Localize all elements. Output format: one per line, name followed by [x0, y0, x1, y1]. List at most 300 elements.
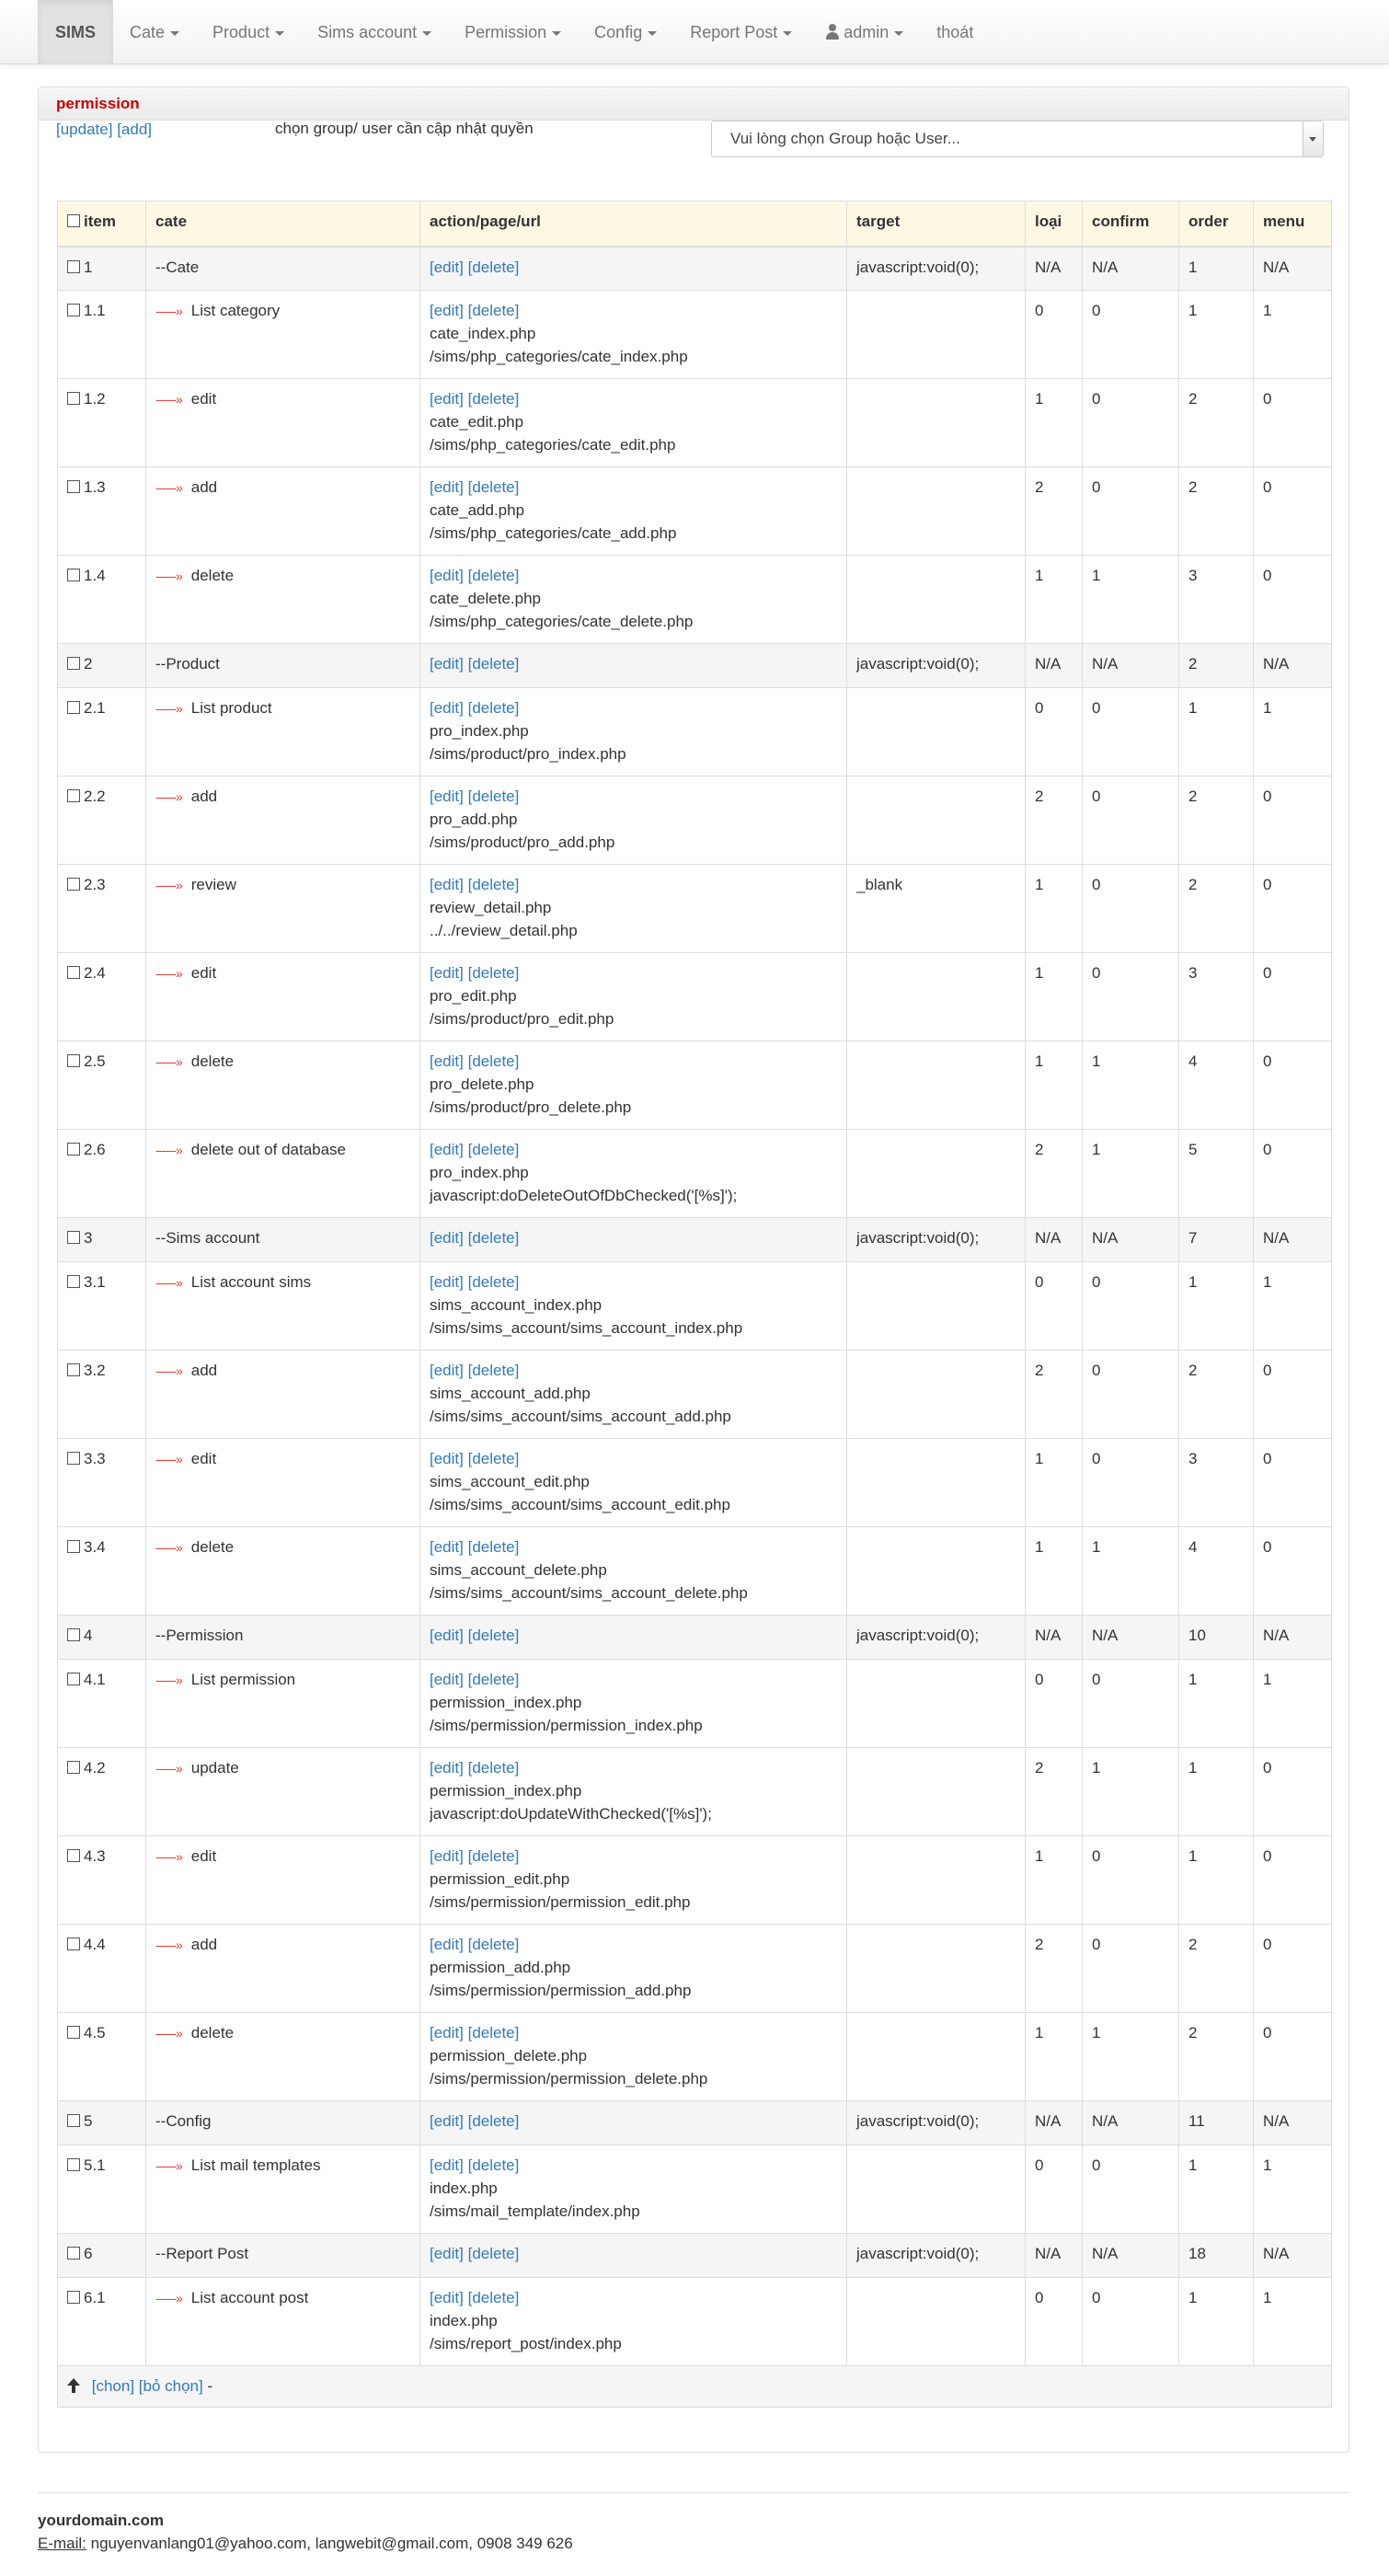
action-cell — [420, 1041, 847, 1130]
delete-link[interactable]: [delete] — [467, 390, 520, 408]
action-cell — [420, 2101, 847, 2145]
delete-link[interactable]: [delete] — [467, 1936, 520, 1953]
cate-label: List product — [190, 699, 272, 717]
target-cell — [847, 1836, 1026, 1925]
action-cell — [420, 688, 847, 776]
loai-cell: N/A — [1026, 2234, 1083, 2278]
row-checkbox[interactable] — [67, 260, 80, 273]
row-checkbox[interactable] — [67, 789, 80, 802]
cate-label: edit — [190, 390, 217, 408]
edit-link[interactable]: [edit] — [430, 1936, 464, 1953]
row-checkbox[interactable] — [67, 1673, 80, 1685]
caret-down-icon — [552, 31, 561, 36]
cate-label: review — [190, 876, 236, 893]
loai-cell: N/A — [1026, 2101, 1083, 2145]
nav-menu-product[interactable] — [196, 0, 301, 64]
item-cell — [58, 776, 146, 865]
cate-cell — [146, 1836, 420, 1925]
edit-link[interactable]: [edit] — [430, 1141, 464, 1158]
cate-label: edit — [190, 964, 217, 982]
row-checkbox[interactable] — [67, 1938, 80, 1950]
select-placeholder: Vui lòng chọn Group hoặc User... — [730, 130, 960, 147]
action-cell — [420, 953, 847, 1041]
confirm-cell: 0 — [1083, 953, 1179, 1041]
target-cell — [847, 1439, 1026, 1527]
confirm-cell: 0 — [1083, 291, 1179, 379]
update-link[interactable]: [update] — [56, 121, 113, 138]
order-cell: 1 — [1179, 291, 1254, 379]
page-name: sims_account_index.php — [430, 1296, 603, 1314]
order-cell: 2 — [1179, 2013, 1254, 2101]
delete-link[interactable]: [delete] — [467, 1759, 520, 1777]
target-cell — [847, 1748, 1026, 1836]
delete-link[interactable]: [delete] — [467, 302, 520, 319]
edit-link[interactable]: [edit] — [430, 1450, 464, 1467]
caret-down-icon — [648, 31, 657, 36]
target-cell — [847, 291, 1026, 379]
edit-link[interactable]: [edit] — [430, 2024, 464, 2041]
cate-cell — [146, 1351, 420, 1439]
cate-cell — [146, 953, 420, 1041]
cate-cell — [146, 865, 420, 953]
arrow-right-icon: ------» — [155, 1761, 182, 1776]
page-url: /sims/php_categories/cate_edit.php — [430, 436, 676, 454]
item-number: 2.4 — [84, 964, 106, 982]
delete-link[interactable]: [delete] — [467, 1273, 520, 1291]
menu-cell: 1 — [1254, 688, 1332, 776]
page-url: /sims/sims_account/sims_account_index.php — [430, 1319, 743, 1337]
add-link[interactable]: [add] — [117, 121, 152, 138]
delete-link[interactable]: [delete] — [467, 1671, 520, 1688]
delete-link[interactable]: [delete] — [467, 1229, 520, 1247]
delete-link[interactable]: [delete] — [467, 1362, 520, 1379]
confirm-cell: 0 — [1083, 1262, 1179, 1351]
edit-link[interactable]: [edit] — [430, 2289, 464, 2306]
edit-link[interactable]: [edit] — [430, 1671, 464, 1688]
confirm-cell: N/A — [1083, 247, 1179, 291]
edit-link[interactable]: [edit] — [430, 2112, 464, 2130]
cate-label: delete — [190, 2024, 235, 2041]
order-cell: 5 — [1179, 1130, 1254, 1218]
delete-link[interactable]: [delete] — [467, 1450, 520, 1467]
item-number: 1.3 — [84, 478, 106, 496]
caret-down-icon — [170, 31, 179, 36]
loai-cell: 1 — [1026, 379, 1083, 467]
order-cell: 10 — [1179, 1616, 1254, 1660]
permission-table-body — [58, 247, 1332, 2366]
confirm-cell: 1 — [1083, 1527, 1179, 1616]
edit-link[interactable]: [edit] — [430, 1273, 464, 1291]
row-checkbox[interactable] — [67, 1054, 80, 1067]
target-cell: javascript:void(0); — [847, 644, 1026, 688]
cate-cell — [146, 467, 420, 556]
arrow-right-icon: ------» — [155, 1849, 182, 1864]
action-cell — [420, 556, 847, 644]
target-cell — [847, 2013, 1026, 2101]
loai-cell: 2 — [1026, 1748, 1083, 1836]
cate-label: --Sims account — [155, 1229, 260, 1247]
delete-link[interactable]: [delete] — [467, 964, 520, 982]
row-checkbox[interactable] — [67, 1628, 80, 1641]
confirm-cell: 0 — [1083, 1925, 1179, 2013]
delete-link[interactable]: [delete] — [467, 2156, 520, 2174]
delete-link[interactable]: [delete] — [467, 1141, 520, 1158]
nav-menu-report-post[interactable] — [673, 0, 809, 64]
table-footer-row — [58, 2366, 1332, 2408]
cate-label: delete — [190, 567, 235, 584]
delete-link[interactable]: [delete] — [467, 258, 520, 276]
nav-menu-sims-account[interactable] — [301, 0, 448, 64]
nav-menu-config[interactable] — [578, 0, 673, 64]
delete-link[interactable]: [delete] — [467, 478, 520, 496]
loai-cell: 1 — [1026, 1527, 1083, 1616]
delete-link[interactable]: [delete] — [467, 655, 520, 673]
delete-link[interactable]: [delete] — [467, 2112, 520, 2130]
footer-contact — [38, 2532, 1349, 2555]
delete-link[interactable]: [delete] — [467, 1538, 520, 1556]
row-checkbox[interactable] — [67, 304, 80, 316]
target-cell — [847, 776, 1026, 865]
edit-link[interactable]: [edit] — [430, 1759, 464, 1777]
order-cell: 1 — [1179, 1836, 1254, 1925]
cate-cell — [146, 556, 420, 644]
cate-label: List mail templates — [190, 2156, 321, 2174]
arrow-right-icon: ------» — [155, 2158, 182, 2173]
item-number: 2 — [84, 655, 93, 673]
item-cell — [58, 2234, 146, 2278]
menu-cell: 0 — [1254, 2013, 1332, 2101]
cate-cell — [146, 1748, 420, 1836]
page-name: permission_index.php — [430, 1782, 582, 1800]
brand-link[interactable]: SIMS — [38, 0, 113, 64]
confirm-cell: 0 — [1083, 2145, 1179, 2234]
nav-menu-label: Permission — [465, 23, 547, 41]
table-row — [58, 1836, 1332, 1925]
loai-cell: N/A — [1026, 1218, 1083, 1262]
header-confirm: confirm — [1083, 201, 1179, 247]
table-row — [58, 1925, 1332, 2013]
edit-link[interactable]: [edit] — [430, 567, 464, 584]
confirm-cell: N/A — [1083, 1218, 1179, 1262]
edit-link[interactable]: [edit] — [430, 788, 464, 805]
row-checkbox[interactable] — [67, 966, 80, 979]
row-checkbox[interactable] — [67, 2158, 80, 2171]
target-cell: javascript:void(0); — [847, 2234, 1026, 2278]
edit-link[interactable]: [edit] — [430, 258, 464, 276]
loai-cell: 2 — [1026, 1925, 1083, 2013]
cate-cell — [146, 2013, 420, 2101]
item-number: 4.3 — [84, 1847, 106, 1865]
select-all-checkbox[interactable] — [67, 214, 80, 227]
page-name: pro_index.php — [430, 722, 529, 740]
row-checkbox[interactable] — [67, 1761, 80, 1774]
cate-label: --Permission — [155, 1627, 244, 1644]
order-cell: 2 — [1179, 644, 1254, 688]
cate-cell — [146, 1616, 420, 1660]
action-cell — [420, 1351, 847, 1439]
menu-cell: 1 — [1254, 2278, 1332, 2366]
edit-link[interactable]: [edit] — [430, 1538, 464, 1556]
menu-cell: 1 — [1254, 2145, 1332, 2234]
nav-menu-label: Sims account — [317, 23, 418, 41]
delete-link[interactable]: [delete] — [467, 2024, 520, 2041]
confirm-cell: 0 — [1083, 1660, 1179, 1748]
action-cell — [420, 291, 847, 379]
cate-cell — [146, 1660, 420, 1748]
edit-link[interactable]: [edit] — [430, 1362, 464, 1379]
edit-link[interactable]: [edit] — [430, 478, 464, 496]
edit-link[interactable]: [edit] — [430, 1229, 464, 1247]
item-number: 2.1 — [84, 699, 106, 717]
target-cell — [847, 467, 1026, 556]
page-url: /sims/product/pro_index.php — [430, 745, 626, 763]
action-cell — [420, 247, 847, 291]
item-number: 2.6 — [84, 1141, 106, 1158]
loai-cell: N/A — [1026, 644, 1083, 688]
confirm-cell: 0 — [1083, 1439, 1179, 1527]
target-cell — [847, 1925, 1026, 2013]
nav-menu-cate[interactable] — [113, 0, 196, 64]
row-checkbox[interactable] — [67, 1363, 80, 1376]
action-cell — [420, 2145, 847, 2234]
row-checkbox[interactable] — [67, 1275, 80, 1288]
table-row — [58, 688, 1332, 776]
arrow-right-icon: ------» — [155, 789, 182, 804]
table-row — [58, 2145, 1332, 2234]
nav-menu-permission[interactable] — [448, 0, 578, 64]
action-cell — [420, 2013, 847, 2101]
row-checkbox[interactable] — [67, 569, 80, 581]
caret-down-icon — [422, 31, 431, 36]
delete-link[interactable]: [delete] — [467, 788, 520, 805]
page-url: /sims/permission/permission_index.php — [430, 1717, 703, 1734]
cate-label: delete out of database — [190, 1141, 347, 1158]
page-url: /sims/report_post/index.php — [430, 2335, 622, 2352]
menu-cell: 0 — [1254, 467, 1332, 556]
cate-label: --Cate — [155, 258, 200, 276]
table-row — [58, 379, 1332, 467]
item-cell — [58, 953, 146, 1041]
action-cell — [420, 776, 847, 865]
menu-cell: 0 — [1254, 1439, 1332, 1527]
table-row — [58, 1527, 1332, 1616]
table-footer-cell — [58, 2366, 1332, 2408]
arrow-right-icon: ------» — [155, 701, 182, 716]
table-row — [58, 556, 1332, 644]
target-cell: _blank — [847, 865, 1026, 953]
order-cell: 1 — [1179, 1660, 1254, 1748]
item-number: 2.3 — [84, 876, 106, 893]
row-checkbox[interactable] — [67, 392, 80, 405]
cate-label: update — [190, 1759, 239, 1777]
page-url: /sims/product/pro_delete.php — [430, 1098, 632, 1116]
group-user-select[interactable] — [711, 121, 1324, 157]
delete-link[interactable]: [delete] — [467, 2245, 520, 2262]
cate-cell — [146, 776, 420, 865]
page-name: permission_index.php — [430, 1694, 582, 1711]
delete-link[interactable]: [delete] — [467, 1847, 520, 1865]
order-cell: 1 — [1179, 2145, 1254, 2234]
edit-link[interactable]: [edit] — [430, 655, 464, 673]
table-row — [58, 776, 1332, 865]
loai-cell: 1 — [1026, 2013, 1083, 2101]
delete-link[interactable]: [delete] — [467, 699, 520, 717]
edit-link[interactable]: [edit] — [430, 699, 464, 717]
page-footer — [38, 2492, 1349, 2555]
table-row — [58, 2278, 1332, 2366]
confirm-cell: 1 — [1083, 1130, 1179, 1218]
menu-cell: 0 — [1254, 1041, 1332, 1130]
order-cell: 2 — [1179, 1351, 1254, 1439]
row-checkbox[interactable] — [67, 701, 80, 714]
row-checkbox[interactable] — [67, 1143, 80, 1156]
page-url: /sims/permission/permission_add.php — [430, 1982, 692, 1999]
item-cell — [58, 644, 146, 688]
row-checkbox[interactable] — [67, 657, 80, 670]
target-cell — [847, 2145, 1026, 2234]
item-number: 1.1 — [84, 302, 106, 319]
confirm-cell: N/A — [1083, 644, 1179, 688]
target-cell — [847, 1041, 1026, 1130]
cate-label: List account post — [190, 2289, 309, 2306]
page-name: review_detail.php — [430, 899, 552, 916]
loai-cell: 1 — [1026, 1041, 1083, 1130]
cate-label: edit — [190, 1450, 217, 1467]
deselect-all-link[interactable]: [bỏ chọn] — [138, 2377, 203, 2395]
row-checkbox[interactable] — [67, 878, 80, 891]
confirm-cell: 0 — [1083, 776, 1179, 865]
order-cell: 1 — [1179, 688, 1254, 776]
page-name: index.php — [430, 2179, 498, 2197]
row-checkbox[interactable] — [67, 1540, 80, 1553]
target-cell: javascript:void(0); — [847, 247, 1026, 291]
page-name: pro_add.php — [430, 811, 518, 828]
item-cell — [58, 1616, 146, 1660]
edit-link[interactable]: [edit] — [430, 302, 464, 319]
cate-label: --Report Post — [155, 2245, 249, 2262]
cate-label: List category — [190, 302, 281, 319]
edit-link[interactable]: [edit] — [430, 964, 464, 982]
action-cell — [420, 1748, 847, 1836]
contact-info: nguyenvanlang01@yahoo.com, langwebit@gmail.com, 0908 349 626 — [90, 2535, 573, 2552]
page-url: /sims/php_categories/cate_add.php — [430, 524, 677, 542]
edit-link[interactable]: [edit] — [430, 1052, 464, 1070]
cate-cell — [146, 1527, 420, 1616]
delete-link[interactable]: [delete] — [467, 567, 520, 584]
arrow-right-icon: ------» — [155, 2026, 182, 2041]
menu-cell: N/A — [1254, 247, 1332, 291]
arrow-right-icon: ------» — [155, 966, 182, 981]
menu-cell: 0 — [1254, 1748, 1332, 1836]
page-url: /sims/product/pro_edit.php — [430, 1010, 614, 1028]
user-name: admin — [844, 23, 890, 41]
cate-cell — [146, 1041, 420, 1130]
delete-link[interactable]: [delete] — [467, 876, 520, 893]
nav-menu-user[interactable] — [809, 0, 920, 64]
item-number: 3.4 — [84, 1538, 106, 1556]
order-cell: 3 — [1179, 556, 1254, 644]
table-row — [58, 2013, 1332, 2101]
menu-cell: 1 — [1254, 291, 1332, 379]
select-all-link[interactable]: [chon] — [91, 2377, 135, 2395]
item-number: 3 — [84, 1229, 93, 1247]
row-checkbox[interactable] — [67, 480, 80, 493]
table-row — [58, 1748, 1332, 1836]
row-checkbox[interactable] — [67, 1231, 80, 1244]
row-checkbox[interactable] — [67, 2114, 80, 2127]
edit-link[interactable]: [edit] — [430, 876, 464, 893]
menu-cell: 0 — [1254, 1836, 1332, 1925]
page-name: sims_account_delete.php — [430, 1561, 607, 1579]
target-cell — [847, 1527, 1026, 1616]
row-checkbox[interactable] — [67, 2026, 80, 2039]
cate-label: delete — [190, 1538, 235, 1556]
menu-cell: N/A — [1254, 2101, 1332, 2145]
caret-down-icon — [275, 31, 284, 36]
item-number: 4.4 — [84, 1936, 106, 1953]
arrow-right-icon: ------» — [155, 878, 182, 892]
panel-toolbar — [39, 121, 1349, 187]
loai-cell: 0 — [1026, 688, 1083, 776]
select-dropdown-button[interactable] — [1303, 121, 1323, 156]
edit-link[interactable]: [edit] — [430, 1627, 464, 1644]
edit-link[interactable]: [edit] — [430, 2245, 464, 2262]
item-number: 1.2 — [84, 390, 106, 408]
item-cell — [58, 1836, 146, 1925]
page-url: /sims/php_categories/cate_index.php — [430, 348, 688, 365]
delete-link[interactable]: [delete] — [467, 1627, 520, 1644]
target-cell — [847, 379, 1026, 467]
header-cate: cate — [146, 201, 420, 247]
edit-link[interactable]: [edit] — [430, 2156, 464, 2174]
page-name: cate_index.php — [430, 325, 536, 342]
arrow-right-icon: ------» — [155, 1540, 182, 1555]
table-row — [58, 291, 1332, 379]
logout-link[interactable]: thoát — [936, 23, 974, 41]
delete-link[interactable]: [delete] — [467, 2289, 520, 2306]
action-cell — [420, 1262, 847, 1351]
cate-cell — [146, 2101, 420, 2145]
row-checkbox[interactable] — [67, 2291, 80, 2304]
action-cell — [420, 1925, 847, 2013]
action-cell — [420, 1130, 847, 1218]
arrow-right-icon: ------» — [155, 392, 182, 407]
item-number: 5.1 — [84, 2156, 106, 2174]
menu-cell: 1 — [1254, 1262, 1332, 1351]
delete-link[interactable]: [delete] — [467, 1052, 520, 1070]
loai-cell: 2 — [1026, 1351, 1083, 1439]
row-checkbox[interactable] — [67, 2247, 80, 2260]
item-cell — [58, 1351, 146, 1439]
page-url: javascript:doUpdateWithChecked('[%s]'); — [430, 1805, 712, 1823]
cate-label: add — [190, 788, 218, 805]
menu-cell: 0 — [1254, 556, 1332, 644]
loai-cell: 2 — [1026, 776, 1083, 865]
row-checkbox[interactable] — [67, 1452, 80, 1465]
table-row — [58, 467, 1332, 556]
caret-down-icon — [783, 31, 792, 36]
edit-link[interactable]: [edit] — [430, 390, 464, 408]
confirm-cell: 0 — [1083, 467, 1179, 556]
item-number: 4.5 — [84, 2024, 106, 2041]
select-caption: chọn group/ user cần cập nhật quyền — [275, 120, 534, 137]
table-row — [58, 1262, 1332, 1351]
group-row — [58, 2101, 1332, 2145]
arrow-up-icon — [67, 2378, 80, 2393]
cate-label: List permission — [190, 1671, 296, 1688]
edit-link[interactable]: [edit] — [430, 1847, 464, 1865]
row-checkbox[interactable] — [67, 1849, 80, 1862]
